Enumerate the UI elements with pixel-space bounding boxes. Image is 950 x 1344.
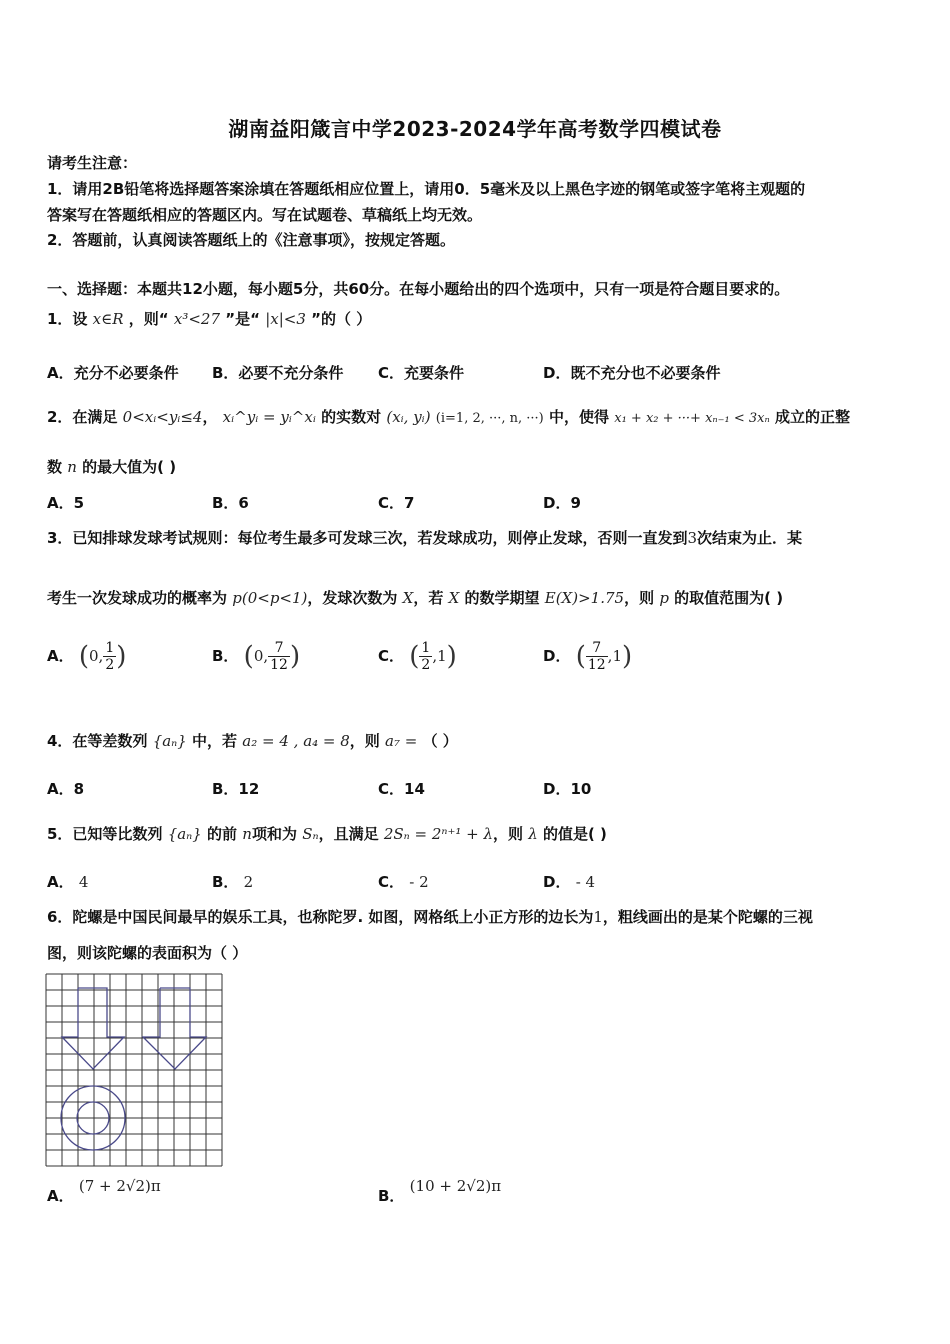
q4-option-d[interactable]: D．10 — [543, 780, 592, 798]
q5-option-b[interactable] — [212, 871, 253, 892]
q3-expectation: E(X)>1.75 — [544, 589, 625, 607]
grid-paper-figure — [45, 973, 231, 1173]
paren-open: ( — [409, 641, 420, 672]
paren-close: ) — [446, 641, 457, 672]
fraction-denominator: 12 — [587, 657, 606, 673]
q5-option-c-label: C． — [378, 873, 405, 891]
fraction — [586, 640, 608, 673]
notice-heading: 请考生注意： — [47, 154, 138, 172]
q5-prefix: 5．已知等比数列 — [47, 825, 163, 843]
question-1 — [47, 308, 371, 329]
q2-mid: 的实数对 — [321, 408, 382, 426]
q3-line2-b: ，发球次数为 — [307, 589, 398, 607]
page-title: 湖南益阳箴言中学2023-2024学年高考数学四模试卷 — [228, 117, 722, 141]
q4-prefix: 4．在等差数列 — [47, 732, 148, 750]
q5-option-c[interactable] — [378, 871, 429, 892]
q4-option-b[interactable]: B．12 — [212, 780, 260, 798]
q3-option-d-label: D． — [543, 647, 571, 665]
fraction — [419, 640, 432, 673]
interval-right: ,1 — [607, 647, 622, 665]
section-heading: 一、选择题：本题共12小题，每小题5分，共60分。在每小题给出的四个选项中，只有一项是符合题目要求的。 — [47, 280, 790, 298]
q2-option-d[interactable]: D．9 — [543, 494, 581, 512]
paren-close: ) — [621, 641, 633, 672]
interval-left: 0, — [253, 647, 269, 665]
q5-option-c-value: - 2 — [409, 873, 429, 891]
q1-mid1: ，则“ — [128, 310, 169, 328]
q5-eq: 2Sₙ = 2ⁿ⁺¹ + λ — [383, 825, 493, 843]
q3-line2-e: ，则 — [624, 589, 655, 607]
fraction-denominator: 2 — [105, 657, 115, 673]
fraction-denominator: 2 — [421, 657, 431, 673]
q3-three: 3 — [687, 529, 697, 547]
q3-p-expr: p(0<p<1) — [232, 589, 308, 607]
q1-option-c[interactable]: C．充要条件 — [378, 364, 465, 382]
q4-seq: {aₙ} — [152, 732, 187, 750]
q5-mid2: 项和为 — [251, 825, 297, 843]
q2-n: n — [67, 458, 77, 476]
fraction-numerator: 1 — [421, 640, 431, 656]
q6-one: 1 — [593, 908, 603, 926]
q3-option-b[interactable] — [212, 640, 300, 673]
q5-suffix: 的值是( ) — [542, 825, 607, 843]
q1-suffix: ”的（ ） — [311, 310, 372, 328]
q2-cond2: xᵢ^yᵢ = yᵢ^xᵢ — [222, 408, 316, 426]
q5-n: n — [242, 825, 252, 843]
q2-option-c[interactable]: C．7 — [378, 494, 415, 512]
q3-x-2: X — [448, 589, 460, 607]
q1-option-b[interactable]: B．必要不充分条件 — [212, 364, 344, 382]
q5-option-b-label: B． — [212, 873, 239, 891]
q4-cond: a₂ = 4 , a₄ = 8 — [242, 732, 350, 750]
q3-option-a[interactable] — [47, 640, 126, 673]
question-4 — [47, 730, 458, 751]
q5-option-d[interactable] — [543, 871, 595, 892]
q3-line2-a: 考生一次发球成功的概率为 — [47, 589, 228, 607]
q6-option-b[interactable] — [378, 1177, 502, 1206]
q4-target: a₇ = — [385, 732, 418, 750]
q6-option-b-value: (10 + 2√2)π — [409, 1177, 502, 1195]
q4-option-c[interactable]: C．14 — [378, 780, 425, 798]
q4-mid2: ，则 — [349, 732, 380, 750]
q5-seq: {aₙ} — [167, 825, 202, 843]
q6-option-a-value: (7 + 2√2)π — [78, 1177, 161, 1195]
fraction — [103, 640, 116, 673]
paren-open: ( — [243, 641, 254, 672]
notice-item-2: 2．答题前，认真阅读答题纸上的《注意事项》，按规定答题。 — [47, 231, 455, 249]
q2-mid2: 中，使得 — [549, 408, 610, 426]
paren-close: ) — [289, 641, 301, 672]
q2-prefix: 2．在满足 — [47, 408, 118, 426]
q1-option-a[interactable]: A．充分不必要条件 — [47, 364, 179, 382]
q4-mid: 中，若 — [192, 732, 238, 750]
question-5 — [47, 823, 607, 844]
fraction-numerator: 7 — [268, 640, 290, 657]
q3-p: p — [659, 589, 669, 607]
q5-option-a[interactable] — [47, 871, 88, 892]
q6-line1-end: ，粗线画出的是某个陀螺的三视 — [602, 908, 813, 926]
q5-option-b-value: 2 — [243, 873, 254, 891]
q2-option-b[interactable]: B．6 — [212, 494, 249, 512]
question-2-line-2 — [47, 456, 176, 477]
q4-suffix: （ ） — [422, 732, 458, 750]
q3-line1: 3．已知排球发球考试规则：每位考生最多可发球三次，若发球成功，则停止发球，否则一直发到 — [47, 529, 688, 547]
paren-open: ( — [78, 641, 89, 672]
notice-item-1-line-1: 1．请用2B铅笔将选择题答案涂填在答题纸相应位置上，请用0．5毫米及以上黑色字迹的钢笔或签字笔将主观题的 — [47, 180, 806, 198]
q5-mid4: ，则 — [492, 825, 523, 843]
interval-left: 0, — [89, 647, 104, 665]
q3-option-c[interactable] — [378, 640, 457, 673]
q3-line2-c: ，若 — [413, 589, 444, 607]
q1-condition: x∈R — [92, 310, 124, 328]
q2-suffix: 成立的正整 — [775, 408, 851, 426]
q3-option-a-label: A． — [47, 647, 74, 665]
q4-option-a[interactable]: A．8 — [47, 780, 85, 798]
paren-close: ) — [116, 641, 127, 672]
q3-option-b-label: B． — [212, 647, 239, 665]
q5-lambda: λ — [528, 825, 538, 843]
q1-mid2: ”是“ — [225, 310, 260, 328]
q3-line2-d: 的数学期望 — [464, 589, 540, 607]
q3-option-c-label: C． — [378, 647, 405, 665]
q3-line1-end: 次结束为止．某 — [697, 529, 803, 547]
q6-option-a-label: A． — [47, 1187, 74, 1205]
question-2: 2．在满足 0<xᵢ<yᵢ≤4， xᵢ^yᵢ = yᵢ^xᵢ 的实数对 (xᵢ, yᵢ) (i=1, 2, ···, n, ···) 中，使得 x₁ + x₂ + ···+ xₙ₋₁ < 3xₙ 成立的正整 — [47, 408, 851, 426]
q6-option-a[interactable] — [47, 1177, 161, 1206]
q5-option-d-label: D． — [543, 873, 571, 891]
front-view-outline — [62, 988, 124, 1069]
notice-item-1-line-2: 答案写在答题纸相应的答题区内。写在试题卷、草稿纸上均无效。 — [47, 206, 483, 224]
q1-q: |x|<3 — [265, 310, 306, 328]
fraction — [268, 640, 290, 673]
question-6-line-2: 图，则该陀螺的表面积为（ ） — [47, 944, 248, 962]
q1-option-d[interactable]: D．既不充分也不必要条件 — [543, 364, 721, 382]
q2-inequality: x₁ + x₂ + ···+ xₙ₋₁ < 3xₙ — [614, 411, 770, 426]
q6-line1: 6．陀螺是中国民间最早的娱乐工具，也称陀罗. 如图，网格纸上小正方形的边长为 — [47, 908, 594, 926]
q2-line2-prefix: 数 — [47, 458, 63, 476]
fraction-numerator: 1 — [105, 640, 115, 656]
three-view-figure — [45, 973, 231, 1177]
q1-prefix: 1．设 — [47, 310, 88, 328]
interval-right: ,1 — [432, 647, 447, 665]
q3-x: X — [402, 589, 414, 607]
question-3 — [47, 527, 802, 548]
q5-option-a-value: 4 — [78, 873, 89, 891]
question-3-line-2 — [47, 587, 783, 608]
q3-line2-f: 的取值范围为( ) — [674, 589, 784, 607]
q3-option-d[interactable] — [543, 640, 632, 673]
q2-line2-suffix: 的最大值为( ) — [82, 458, 177, 476]
q2-option-a[interactable]: A．5 — [47, 494, 85, 512]
q5-option-a-label: A． — [47, 873, 74, 891]
q2-range: (i=1, 2, ···, n, ···) — [435, 411, 544, 426]
q2-cond1: 0<xᵢ<yᵢ≤4 — [122, 408, 203, 426]
fraction-denominator: 12 — [270, 657, 288, 673]
fraction-numerator: 7 — [586, 640, 608, 657]
question-6 — [47, 906, 813, 927]
q6-option-b-label: B． — [378, 1187, 405, 1205]
grid-lines — [46, 974, 222, 1166]
q2-pair: (xᵢ, yᵢ) — [386, 408, 431, 426]
q5-sn: Sₙ — [302, 825, 319, 843]
paren-open: ( — [575, 641, 586, 672]
q5-mid1: 的前 — [207, 825, 238, 843]
q5-mid3: ，且满足 — [318, 825, 379, 843]
q1-p: x³<27 — [173, 310, 220, 328]
q5-option-d-value: - 4 — [575, 873, 596, 891]
